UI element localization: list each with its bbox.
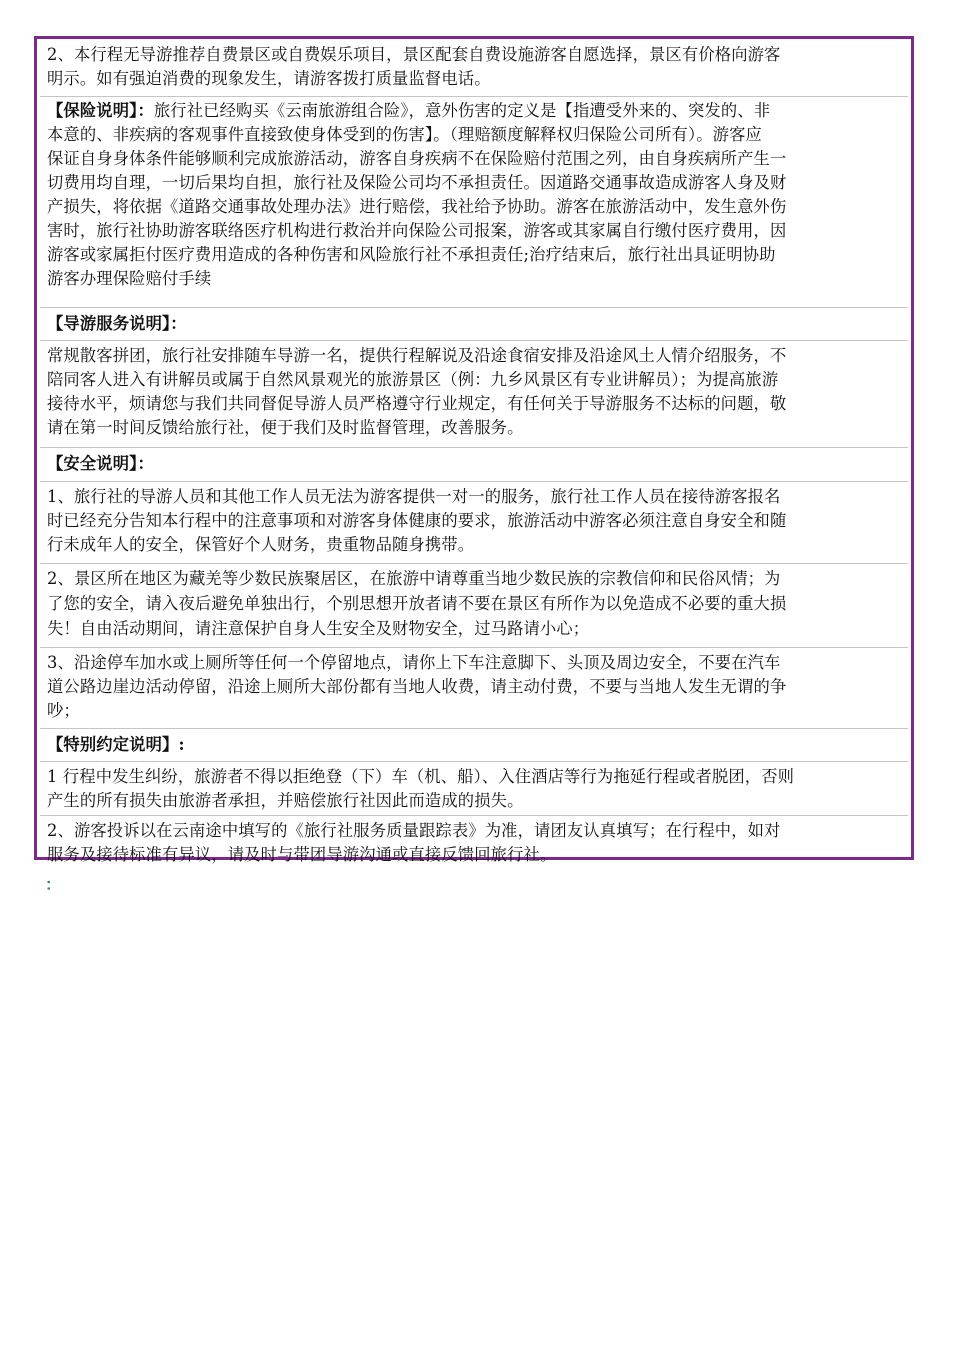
text-line: 了您的安全，请入夜后避免单独出行，个别思想开放者请不要在景区有所作为以免造成不必要的重大损 (47, 594, 787, 613)
section-heading: 【保险说明】： (47, 101, 154, 120)
text-line: 1、旅行社的导游人员和其他工作人员无法为游客提供一对一的服务，旅行社工作人员在接待游客报名 (47, 487, 781, 506)
text-line: 请在第一时间反馈给旅行社，便于我们及时监督管理，改善服务。 (47, 418, 524, 437)
text-line: 时已经充分告知本行程中的注意事项和对游客身体健康的要求，旅游活动中游客必须注意自身安全和随 (47, 511, 787, 530)
text-line: 产损失，将依据《道路交通事故处理办法》进行赔偿，我社给予协助。游客在旅游活动中，发生意外伤 (47, 197, 787, 216)
text-line: 常规散客拼团，旅行社安排随车导游一名，提供行程解说及沿途食宿安排及沿途风土人情介绍服务，不 (47, 346, 787, 365)
text-line: 3、沿途停车加水或上厕所等任何一个停留地点，请你上下车注意脚下、头顶及周边安全，不要在汽车 (47, 653, 781, 672)
section-insurance (40, 96, 908, 306)
text-line: 游客办理保险赔付手续 (47, 269, 212, 288)
text-line: 吵； (47, 701, 80, 720)
text-line: 失！自由活动期间，请注意保护自身人生安全及财物安全，过马路请小心； (47, 619, 590, 638)
trailing-colon-mark: ： (45, 875, 62, 894)
text-line: 明示。如有强迫消费的现象发生，请游客拨打质量监督电话。 (47, 69, 491, 88)
section-safety-item-1 (40, 481, 908, 562)
text-line: 行未成年人的安全，保管好个人财务，贵重物品随身携带。 (47, 535, 475, 554)
text-line: 2、本行程无导游推荐自费景区或自费娱乐项目，景区配套自费设施游客自愿选择，景区有价格向游客 (47, 45, 781, 64)
section-heading: 【安全说明】： (47, 454, 154, 473)
section-special-heading (40, 728, 908, 760)
section-safety-heading (40, 447, 908, 480)
section-heading: 【导游服务说明】： (47, 314, 187, 333)
text-line: 害时，旅行社协助游客联络医疗机构进行救治并向保险公司报案，游客或其家属自行缴付医疗费用，因 (47, 221, 787, 240)
section-safety-item-2 (40, 563, 908, 646)
text-line (47, 100, 770, 122)
section-fee-notice (40, 41, 908, 95)
text-line: 道公路边崖边活动停留，沿途上厕所大部份都有当地人收费，请主动付费，不要与当地人发生无谓的争 (47, 677, 787, 696)
text-fragment: 旅行社已经购买《云南旅游组合险》，意外伤害的定义是【指遭受外来的、突发的、非 (153, 101, 771, 120)
text-line: 2、游客投诉以在云南途中填写的《旅行社服务质量跟踪表》为准，请团友认真填写；在行程中，如对 (47, 821, 781, 840)
text-line: 服务及接待标准有异议，请及时与带团导游沟通或直接反馈回旅行社。 (47, 845, 557, 864)
section-guide-heading (40, 307, 908, 339)
text-line: 游客或家属拒付医疗费用造成的各种伤害和风险旅行社不承担责任;治疗结束后，旅行社出具证明协助 (47, 245, 776, 264)
text-line: 陪同客人进入有讲解员或属于自然风景观光的旅游景区（例：九乡风景区有专业讲解员）；为提高旅游 (47, 370, 779, 389)
text-line: 本意的、非疾病的客观事件直接致使身体受到的伤害】。（理赔额度解释权归保险公司所有）。游客应 (47, 125, 762, 144)
text-line: 产生的所有损失由旅游者承担，并赔偿旅行社因此而造成的损失。 (47, 791, 524, 810)
section-special-item-1 (40, 761, 908, 814)
section-safety-item-3 (40, 647, 908, 727)
text-line: 保证自身身体条件能够顺利完成旅游活动，游客自身疾病不在保险赔付范围之列，由自身疾病所产生一 (47, 149, 787, 168)
text-line: 1 行程中发生纠纷，旅游者不得以拒绝登（下）车（机、船）、入住酒店等行为拖延行程或者脱团，否则 (47, 767, 795, 786)
document-frame (34, 36, 914, 864)
section-guide-body (40, 340, 908, 446)
text-line: 2、景区所在地区为藏羌等少数民族聚居区，在旅游中请尊重当地少数民族的宗教信仰和民俗风情；为 (47, 569, 781, 588)
section-heading: 【特别约定说明】: (47, 735, 185, 754)
text-line: 切费用均自理，一切后果均自担，旅行社及保险公司均不承担责任。因道路交通事故造成游客人身及财 (47, 173, 787, 192)
text-line: 接待水平，烦请您与我们共同督促导游人员严格遵守行业规定，有任何关于导游服务不达标的问题，敬 (47, 394, 787, 413)
section-special-item-2 (40, 815, 908, 864)
